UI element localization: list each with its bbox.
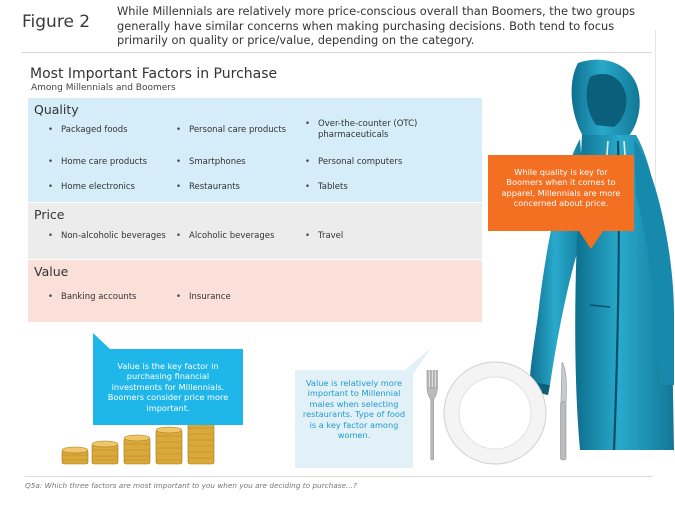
panel-title: Most Important Factors in Purchase — [30, 66, 278, 82]
quality-section — [28, 98, 482, 203]
financial-callout: Value is the key factor in purchasing financial investments for Millennials. Boomers consider price more important. — [93, 349, 243, 425]
list-item: • Packaged foods — [61, 125, 128, 136]
list-item: • Insurance — [189, 292, 231, 303]
knife-icon — [556, 362, 570, 462]
value-title: Value — [34, 264, 69, 279]
apparel-callout: While quality is key for Boomers when it comes to apparel, Millennials are more concerned about price. — [488, 155, 634, 231]
divider — [22, 52, 652, 53]
list-item: • Travel — [318, 231, 343, 242]
price-section — [28, 203, 482, 260]
list-item: • Home care products — [61, 157, 147, 168]
list-item: • Non-alcoholic beverages — [61, 231, 166, 242]
fork-icon — [424, 370, 440, 462]
callout-pointer — [579, 231, 603, 249]
list-item: • Over-the-counter (OTC) pharmaceuticals — [318, 119, 433, 141]
list-item: • Smartphones — [189, 157, 246, 168]
divider — [25, 476, 653, 477]
callout-pointer — [93, 333, 113, 350]
list-item: • Alcoholic beverages — [189, 231, 274, 242]
restaurant-callout: Value is relatively more important to Millennial males when selecting restaurants. Type of food is a key factor among women. — [295, 370, 413, 468]
list-item: • Banking accounts — [61, 292, 137, 303]
price-title: Price — [34, 207, 65, 222]
list-item: • Personal care products — [189, 125, 286, 136]
quality-title: Quality — [34, 102, 79, 117]
value-section — [28, 260, 482, 323]
list-item: • Tablets — [318, 182, 348, 193]
figure-caption: While Millennials are relatively more price-conscious overall than Boomers, the two groups generally have similar concerns when making purchasing decisions. Both tend to focus primarily on quality or price/value, depending on the category. — [117, 4, 636, 48]
footnote: Q5a: Which three factors are most important to you when you are deciding to purchase...? — [25, 481, 357, 490]
list-item: • Restaurants — [189, 182, 240, 193]
panel-subtitle: Among Millennials and Boomers — [31, 83, 176, 93]
plate-icon — [442, 360, 548, 466]
list-item: • Personal computers — [318, 157, 402, 168]
list-item: • Home electronics — [61, 182, 135, 193]
figure-label: Figure 2 — [22, 12, 91, 32]
